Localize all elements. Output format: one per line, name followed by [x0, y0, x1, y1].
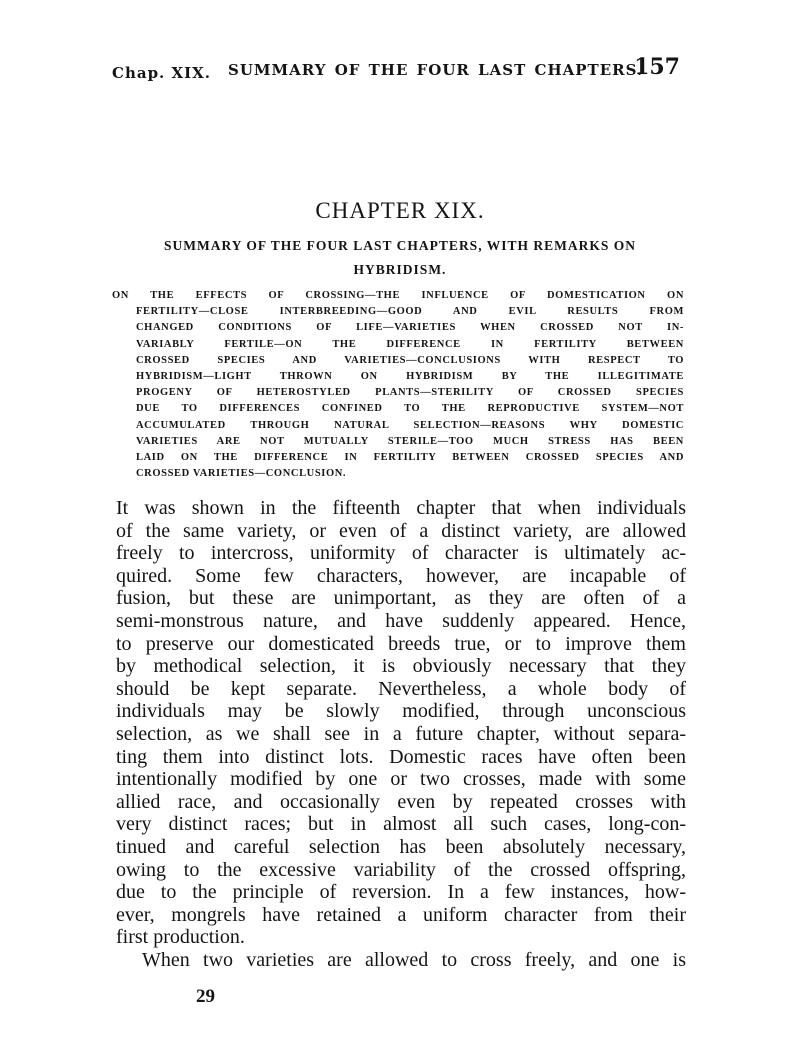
synopsis-line: CHANGED CONDITIONS OF LIFE—VARIETIES WHEN CROSSED NOT IN- [136, 322, 684, 334]
body-line: allied race, and occasionally even by repeated crosses with [116, 790, 686, 813]
body-line: tinued and careful selection has been absolutely necessary, [116, 835, 686, 858]
body-line: very distinct races; but in almost all such cases, long-con- [116, 813, 686, 836]
body-line: ting them into distinct lots. Domestic races have often been [116, 745, 686, 768]
body-line: selection, as we shall see in a future chapter, without separa- [116, 722, 686, 745]
synopsis-line: CROSSED VARIETIES—CONCLUSION. [136, 468, 347, 480]
body-line: first production. [116, 926, 245, 949]
body-line: to preserve our domesticated breeds true, or to improve them [116, 632, 686, 655]
body-line: intentionally modified by one or two crosses, made with some [116, 768, 686, 791]
body-line: freely to intercross, uniformity of character is ultimately ac- [116, 542, 686, 565]
body-line: should be kept separate. Nevertheless, a whole body of [116, 677, 686, 700]
chapter-synopsis [112, 288, 684, 482]
running-head [112, 54, 680, 86]
synopsis-line: VARIETIES ARE NOT MUTUALLY STERILE—TOO MUCH STRESS HAS BEEN [136, 435, 684, 447]
synopsis-line: FERTILITY—CLOSE INTERBREEDING—GOOD AND EVIL RESULTS FROM [136, 306, 684, 318]
signature-mark: 29 [196, 986, 215, 1007]
body-line: of the same variety, or even of a distinct variety, are allowed [116, 519, 686, 542]
body-line: When two varieties are allowed to cross freely, and one is [142, 948, 686, 971]
body-line: semi-monstrous nature, and have suddenly appeared. Hence, [116, 609, 686, 632]
body-line: owing to the excessive variability of the crossed offspring, [116, 858, 686, 881]
chapter-subtitle-line: SUMMARY OF THE FOUR LAST CHAPTERS, WITH REMARKS ON [164, 238, 636, 253]
body-line: ever, mongrels have retained a uniform character from their [116, 903, 686, 926]
synopsis-line: ON THE EFFECTS OF CROSSING—THE INFLUENCE OF DOMESTICATION ON [112, 290, 684, 301]
page-number: 157 [634, 54, 680, 80]
chapter-subtitle-line: HYBRIDISM. [353, 262, 447, 277]
body-line: by methodical selection, it is obviously necessary that they [116, 655, 686, 678]
body-line: fusion, but these are unimportant, as they are often of a [116, 587, 686, 610]
body-text [116, 497, 686, 971]
body-line: individuals may be slowly modified, through unconscious [116, 700, 686, 723]
chapter-title: CHAPTER XIX. [315, 198, 485, 223]
body-line: due to the principle of reversion. In a few instances, how- [116, 881, 686, 904]
synopsis-line: VARIABLY FERTILE—ON THE DIFFERENCE IN FERTILITY BETWEEN [136, 338, 684, 350]
synopsis-line: ACCUMULATED THROUGH NATURAL SELECTION—REASONS WHY DOMESTIC [136, 419, 684, 431]
synopsis-line: DUE TO DIFFERENCES CONFINED TO THE REPRODUCTIVE SYSTEM—NOT [136, 403, 684, 415]
synopsis-line: HYBRIDISM—LIGHT THROWN ON HYBRIDISM BY THE ILLEGITIMATE [136, 371, 684, 383]
synopsis-line: PROGENY OF HETEROSTYLED PLANTS—STERILITY OF CROSSED SPECIES [136, 387, 684, 399]
running-head-title: SUMMARY OF THE FOUR LAST CHAPTERS. [228, 61, 644, 79]
synopsis-line: CROSSED SPECIES AND VARIETIES—CONCLUSIONS WITH RESPECT TO [136, 354, 684, 366]
chapter-subtitle [130, 234, 670, 282]
body-line: It was shown in the fifteenth chapter that when individuals [116, 497, 686, 519]
body-line: quired. Some few characters, however, are incapable of [116, 564, 686, 587]
running-head-chapter: Chap. XIX. [112, 64, 212, 82]
synopsis-line: LAID ON THE DIFFERENCE IN FERTILITY BETWEEN CROSSED SPECIES AND [136, 452, 684, 464]
